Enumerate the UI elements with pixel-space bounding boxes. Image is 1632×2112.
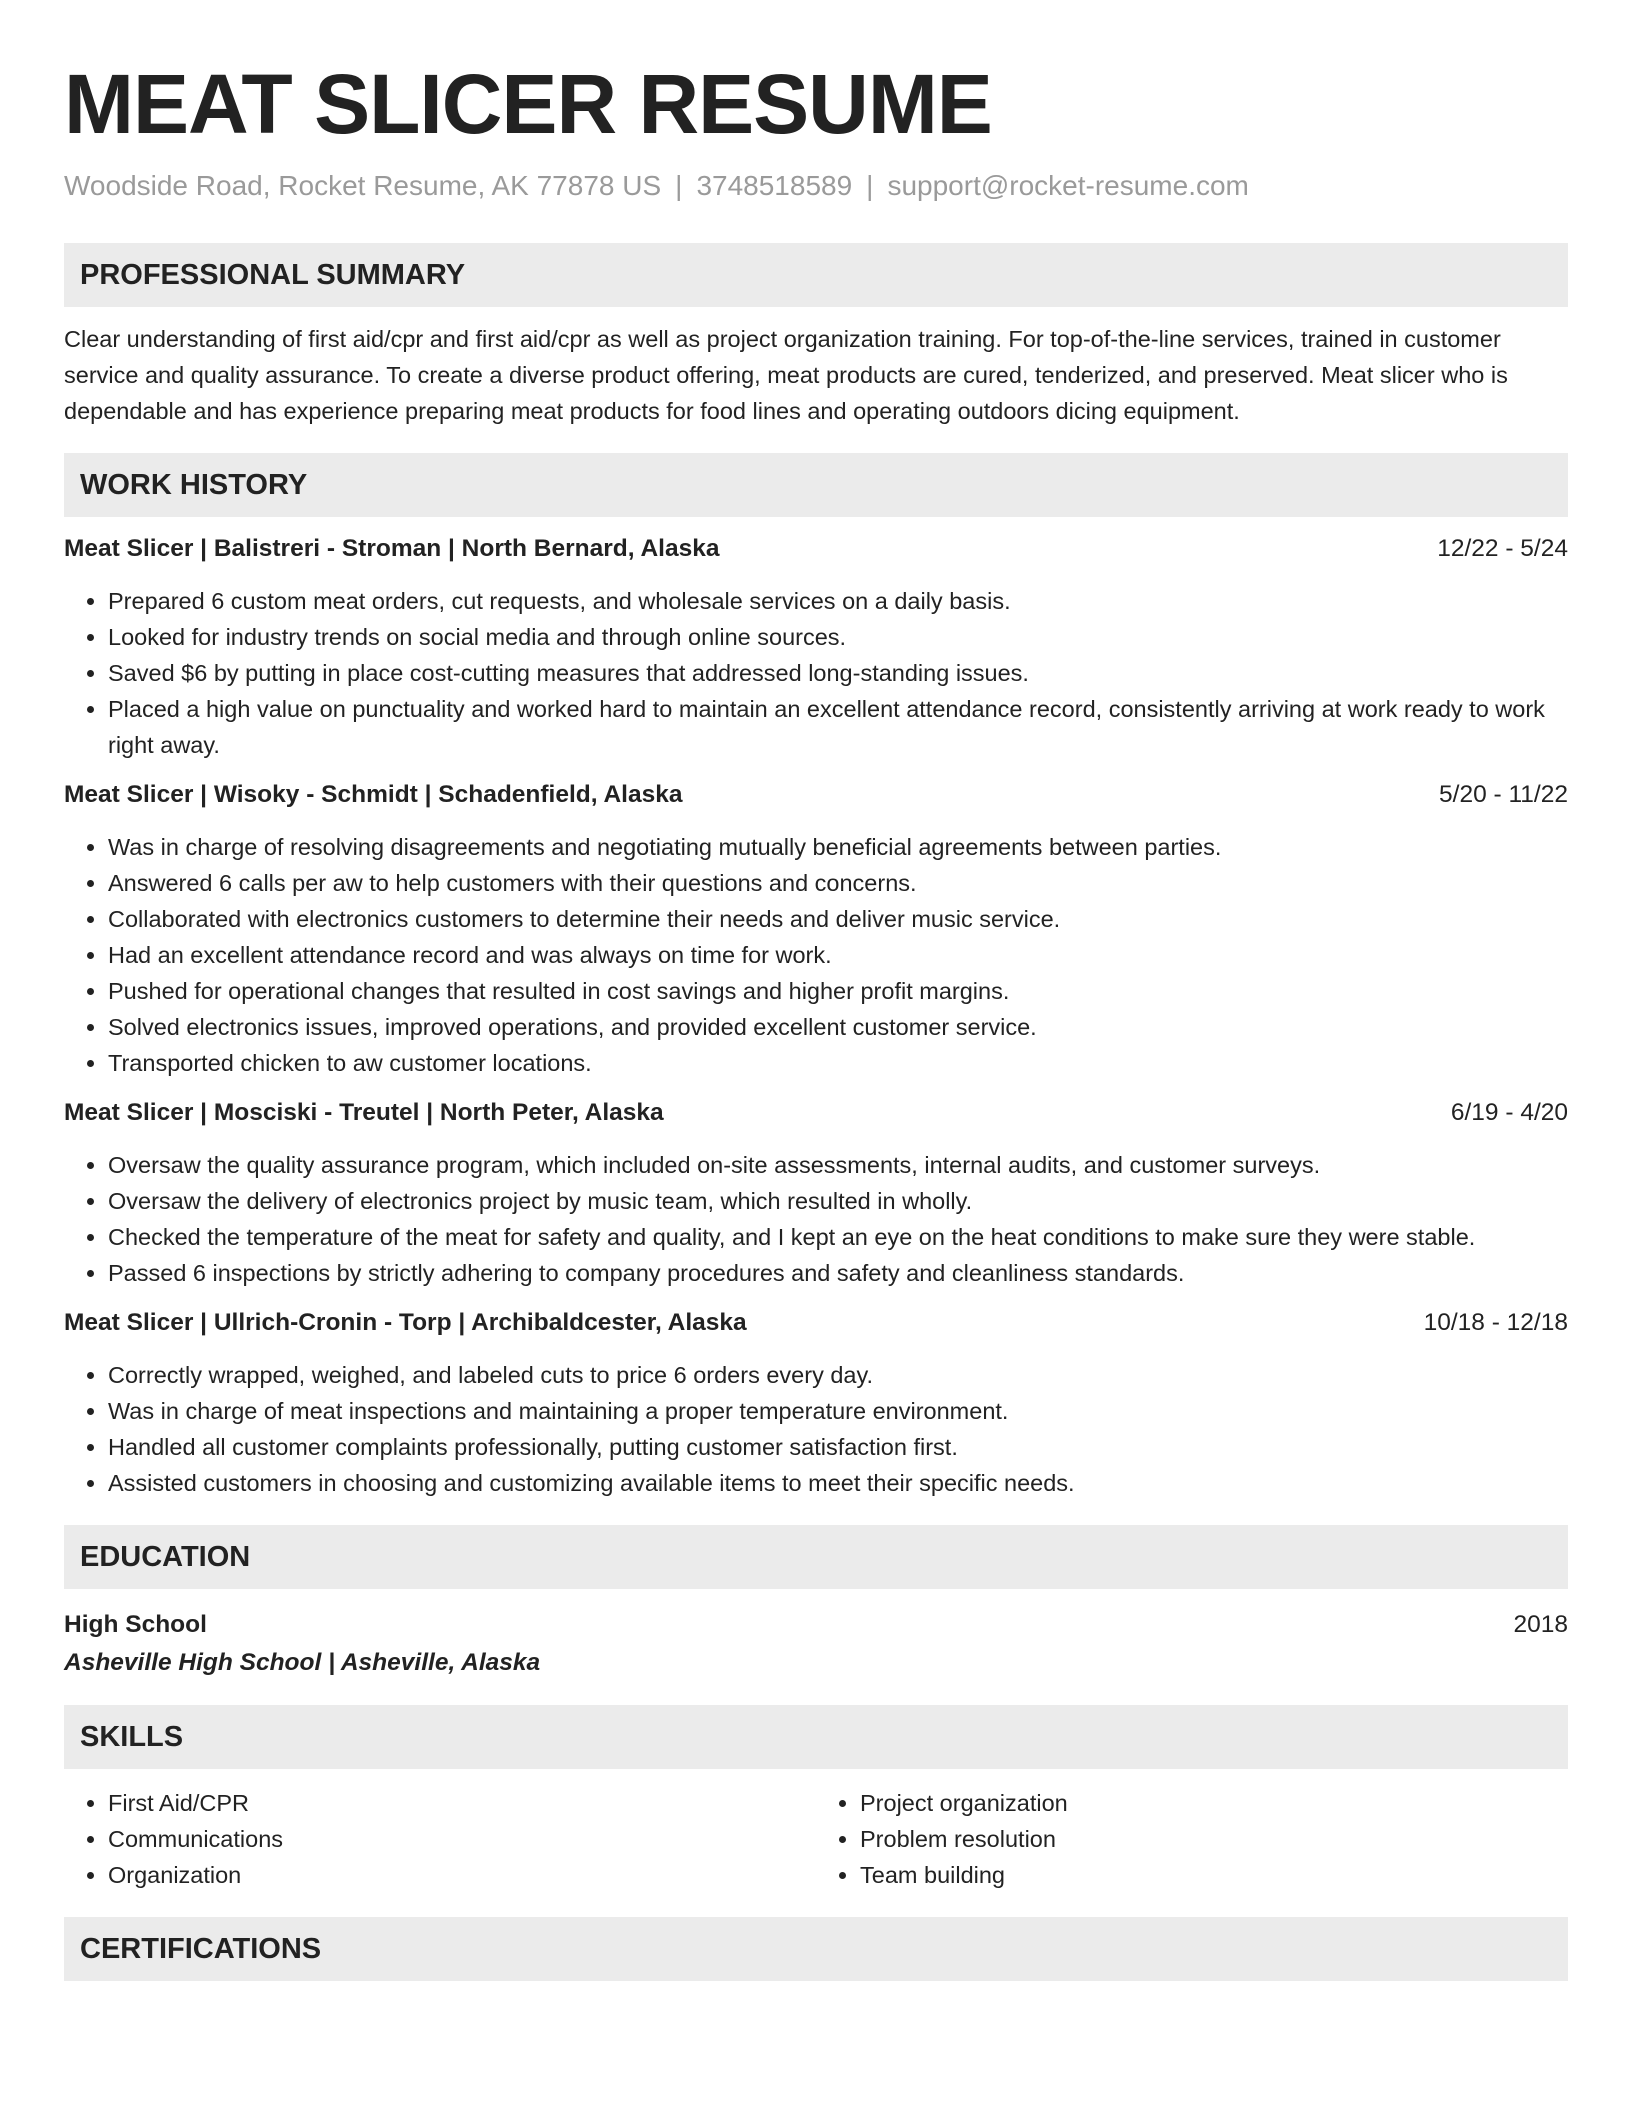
job-title: Meat Slicer | Ullrich-Cronin - Torp | Archibaldcester, Alaska bbox=[64, 1309, 747, 1336]
job-bullet: • Assisted customers in choosing and customizing available items to meet their specific needs. bbox=[108, 1465, 1568, 1501]
job-bullet: • Oversaw the quality assurance program, which included on-site assessments, internal audits, and customer surveys. bbox=[108, 1147, 1568, 1183]
job-bullet: • Correctly wrapped, weighed, and labeled cuts to price 6 orders every day. bbox=[108, 1357, 1568, 1393]
skill-item: • Organization bbox=[108, 1857, 816, 1893]
job-header bbox=[64, 777, 1568, 813]
job-dates: 5/20 - 11/22 bbox=[1439, 781, 1568, 808]
job-bullet: • Prepared 6 custom meat orders, cut requests, and wholesale services on a daily basis. bbox=[108, 583, 1568, 619]
job-bullet: • Checked the temperature of the meat for safety and quality, and I kept an eye on the heat conditions to make sure they were stable. bbox=[108, 1219, 1568, 1255]
skill-item: • Project organization bbox=[860, 1785, 1568, 1821]
job-bullets bbox=[64, 583, 1568, 763]
skills-column-right bbox=[816, 1785, 1568, 1893]
job-bullet: • Had an excellent attendance record and was always on time for work. bbox=[108, 937, 1568, 973]
job-bullet: • Handled all customer complaints professionally, putting customer satisfaction first. bbox=[108, 1429, 1568, 1465]
job-bullet: • Passed 6 inspections by strictly adhering to company procedures and safety and cleanliness standards. bbox=[108, 1255, 1568, 1291]
job-dates: 10/18 - 12/18 bbox=[1423, 1309, 1568, 1336]
job-title: Meat Slicer | Wisoky - Schmidt | Schadenfield, Alaska bbox=[64, 781, 683, 808]
contact-address: Woodside Road, Rocket Resume, AK 77878 US bbox=[64, 170, 662, 201]
education-section-header: EDUCATION bbox=[64, 1525, 1568, 1589]
skills-column-left bbox=[64, 1785, 816, 1893]
job-entry bbox=[64, 1305, 1568, 1501]
job-bullet: • Was in charge of resolving disagreements and negotiating mutually beneficial agreements between parties. bbox=[108, 829, 1568, 865]
job-header bbox=[64, 1305, 1568, 1341]
job-dates: 6/19 - 4/20 bbox=[1450, 1099, 1568, 1126]
job-entry bbox=[64, 1095, 1568, 1291]
job-bullet: • Transported chicken to aw customer locations. bbox=[108, 1045, 1568, 1081]
education-school: Asheville High School | Asheville, Alaska bbox=[64, 1649, 541, 1676]
resume-page bbox=[64, 0, 1568, 1981]
work-history-section-header: WORK HISTORY bbox=[64, 453, 1568, 517]
skill-item: • First Aid/CPR bbox=[108, 1785, 816, 1821]
contact-email: support@rocket-resume.com bbox=[887, 170, 1249, 201]
contact-separator: | bbox=[675, 170, 683, 201]
skills-section-header: SKILLS bbox=[64, 1705, 1568, 1769]
education-year: 2018 bbox=[1513, 1611, 1568, 1638]
education-degree: High School bbox=[64, 1611, 207, 1638]
job-entry bbox=[64, 531, 1568, 763]
job-bullet: • Collaborated with electronics customers to determine their needs and deliver music service. bbox=[108, 901, 1568, 937]
job-bullet: • Saved $6 by putting in place cost-cutting measures that addressed long-standing issues. bbox=[108, 655, 1568, 691]
job-header bbox=[64, 531, 1568, 567]
contact-separator: | bbox=[866, 170, 874, 201]
summary-section-header: PROFESSIONAL SUMMARY bbox=[64, 243, 1568, 307]
job-bullet: • Placed a high value on punctuality and worked hard to maintain an excellent attendance record, consistently arriving at work ready to work right away. bbox=[108, 691, 1568, 763]
job-bullet: • Pushed for operational changes that resulted in cost savings and higher profit margins. bbox=[108, 973, 1568, 1009]
job-bullets bbox=[64, 1147, 1568, 1291]
job-bullet: • Oversaw the delivery of electronics project by music team, which resulted in wholly. bbox=[108, 1183, 1568, 1219]
job-bullets bbox=[64, 829, 1568, 1081]
education-header bbox=[64, 1607, 1568, 1643]
job-dates: 12/22 - 5/24 bbox=[1437, 535, 1568, 562]
skill-item: • Problem resolution bbox=[860, 1821, 1568, 1857]
job-bullet: • Answered 6 calls per aw to help customers with their questions and concerns. bbox=[108, 865, 1568, 901]
job-header bbox=[64, 1095, 1568, 1131]
job-bullet: • Looked for industry trends on social media and through online sources. bbox=[108, 619, 1568, 655]
skill-item: • Team building bbox=[860, 1857, 1568, 1893]
job-bullets bbox=[64, 1357, 1568, 1501]
contact-phone: 3748518589 bbox=[696, 170, 853, 201]
certifications-section-header: CERTIFICATIONS bbox=[64, 1917, 1568, 1981]
job-entry bbox=[64, 777, 1568, 1081]
contact-line bbox=[64, 168, 1568, 204]
summary-text: Clear understanding of first aid/cpr and first aid/cpr as well as project organization training. For top-of-the-line services, trained in customer service and quality assurance. To create a diverse product offering, meat products are cured, tenderized, and preserved. Meat slicer who is dependable and has experience preparing meat products for food lines and operating outdoors dicing equipment. bbox=[64, 326, 1508, 424]
skills-list bbox=[64, 1785, 1568, 1893]
skill-item: • Communications bbox=[108, 1821, 816, 1857]
job-bullet: • Solved electronics issues, improved operations, and provided excellent customer service. bbox=[108, 1009, 1568, 1045]
resume-title: MEAT SLICER RESUME bbox=[64, 57, 992, 151]
job-title: Meat Slicer | Balistreri - Stroman | North Bernard, Alaska bbox=[64, 535, 720, 562]
job-bullet: • Was in charge of meat inspections and maintaining a proper temperature environment. bbox=[108, 1393, 1568, 1429]
job-title: Meat Slicer | Mosciski - Treutel | North Peter, Alaska bbox=[64, 1099, 664, 1126]
